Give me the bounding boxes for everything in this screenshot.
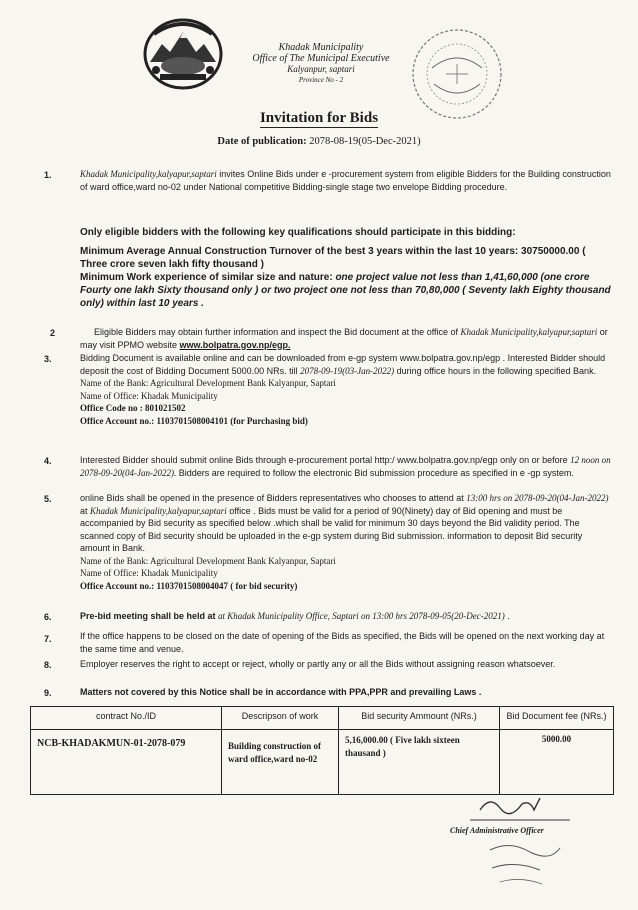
item-2-municipality: Khadak Municipality,kalyapur,saptari [460,327,598,337]
item-4-deadline: 12 noon on 2078-09-20(04-Jan-2022). [80,455,611,478]
signatory-title: Chief Administrative Officer [450,826,544,835]
column-header: contract No./ID [31,707,222,730]
item-number-1: 1. [44,170,52,180]
publication-value: 2078-08-19(05-Dec-2021) [309,136,421,147]
ppmo-link[interactable]: www.bolpatra.gov.np/egp. [179,339,291,350]
bid-security-amount: 5,16,000.00 ( Five lakh sixteen thausand ) [339,730,500,795]
item-1 [80,168,612,193]
work-description: Building construction of ward office,ward no-02 [222,730,339,795]
item-6-venue: at Khadak Municipality Office, Saptari on 13:00 hrs 2078-09-05(20-Dec-2021) [218,611,505,621]
item-number-3: 3. [44,354,52,364]
municipality-name: Khadak Municipality [278,42,364,53]
item-3-office: Name of Office: Khadak Municipality [80,390,218,401]
item-6-text: Pre-bid meeting shall be held at [80,611,219,621]
contract-id: NCB-KHADAKMUN-01-2078-079 [31,730,222,795]
item-5-office: Name of Office: Khadak Municipality [80,568,218,578]
item-5-text: online Bids shall be opened in the presence of Bidders representatives who chooses to attend at [80,493,467,503]
table-header-row [31,707,614,730]
qualification-experience-label: Minimum Work experience of similar size and nature: [80,272,333,283]
item-4-text-b: Bidders are required to follow the electronic Bid submission procedure as specified in e -gp system. [176,467,574,478]
item-6-end: . [504,611,510,621]
item-2 [80,326,612,351]
item-2-text: Eligible Bidders may obtain further information and inspect the Bid document at the office of [94,327,461,337]
item-number-7: 7. [44,634,52,644]
item-3-text: Bidding Document is available online and can be downloaded from e-gp system www.bolpatra.gov.np/egp . Interested Bidder should deposit the cost of Bidding Document 5000.00 NRs. till [80,353,606,376]
item-3-account: Office Account no.: 1103701508004101 (for Purchasing bid) [80,415,308,426]
item-3-office-code: Office Code no : 801021502 [80,403,186,413]
qualifications-intro: Only eligible bidders with the following key qualifications should participate in this bidding: [80,227,516,238]
item-number-8: 8. [44,660,52,670]
item-7: If the office happens to be closed on the date of opening of the Bids as specified, the Bids will be opened on the next working day at the same time and venue. [80,631,605,654]
item-6 [80,610,612,623]
qualifications [80,226,614,310]
item-3 [80,352,612,427]
item-1-text: invites Online Bids under e -procurement system from eligible Bidders for the Building construction of ward office,ward no-02 under National competitive Bidding-single stage two envelope Bidding procedure. [80,169,611,192]
item-5-municipality: Khadak Municipality,kalyapur,saptari [90,505,227,516]
item-5-text-b: office . Bids must be valid for a period of 90(Ninety) day of Bid opening and must be accompanied by Bid security as specified below .which shall be valid for minimum 30 days beyond the Bid validity period. The scanned copy of Bid security should be uploaded in the e-gp system during Bid submission. information to deposit Bid security amount in Bank. [80,505,583,553]
publication-date [0,136,638,147]
item-number-2: 2 [50,328,56,338]
office-header [226,42,416,86]
qualification-experience: one project value not less than 1,41,60,000 (one crore Fourty one lakh Sixty thousand only ) or two project one not less than 70,80,000 ( Seventy lakh Eighty thousand only) within last 10 years . [80,272,611,309]
item-8: Employer reserves the right to accept or reject, wholly or partly any or all the Bids without assigning reason whatsoever. [80,659,556,669]
qualification-turnover: Minimum Average Annual Construction Turnover of the best 3 years within the last 10 years: 30750000.00 ( Three crore seven lakh fifty thousand ) [80,246,586,270]
item-9: Matters not covered by this Notice shall be in accordance with PPA,PPR and prevailing Laws . [80,687,482,697]
item-number-9: 9. [44,688,52,698]
bid-document-fee: 5000.00 [500,730,614,795]
item-number-6: 6. [44,612,52,622]
item-5-bank: Name of the Bank: Agricultural Development Bank Kalyanpur, Saptari [80,555,336,566]
item-3-deadline: 2078-09-19(03-Jan-2022) [300,365,395,376]
item-number-4: 4. [44,456,52,466]
item-3-bank: Name of the Bank: Agricultural Development Bank Kalyanpur, Saptari [80,378,336,388]
column-header: Descripson of work [222,707,339,730]
office-name: Office of The Municipal Executive [252,53,390,64]
table-row [31,730,614,795]
publication-label: Date of publication: [217,136,307,147]
item-4 [80,454,612,479]
column-header: Bid Document fee (NRs.) [500,707,614,730]
item-2-text-b: or may visit PPMO website [80,327,608,350]
item-5-account: Office Account no.: 1103701508004047 ( for bid security) [80,580,298,591]
item-5 [80,492,612,592]
page-title: Invitation for Bids [259,110,379,126]
nepal-emblem-icon [140,14,226,94]
province: Province No - 2 [298,76,344,84]
item-1-municipality: Khadak Municipality,kalyapur,saptari [80,169,217,179]
office-address: Kalyanpur, saptari [287,64,355,74]
item-number-5: 5. [44,494,52,504]
bid-table [30,706,614,795]
item-5-time: 13:00 hrs on 2078-09-20(04-Jan-2022) [466,493,609,503]
item-3-text-b: during office hours in the following specified Bank. [394,365,597,376]
item-5-at: at [80,505,91,516]
item-4-text: Interested Bidder should submit online Bids through e-procurement portal http:/ www.bolpatra.gov.np/egp only on or before [80,455,571,465]
column-header: Bid security Ammount (NRs.) [339,707,500,730]
signature-stamp-icon [430,790,580,890]
